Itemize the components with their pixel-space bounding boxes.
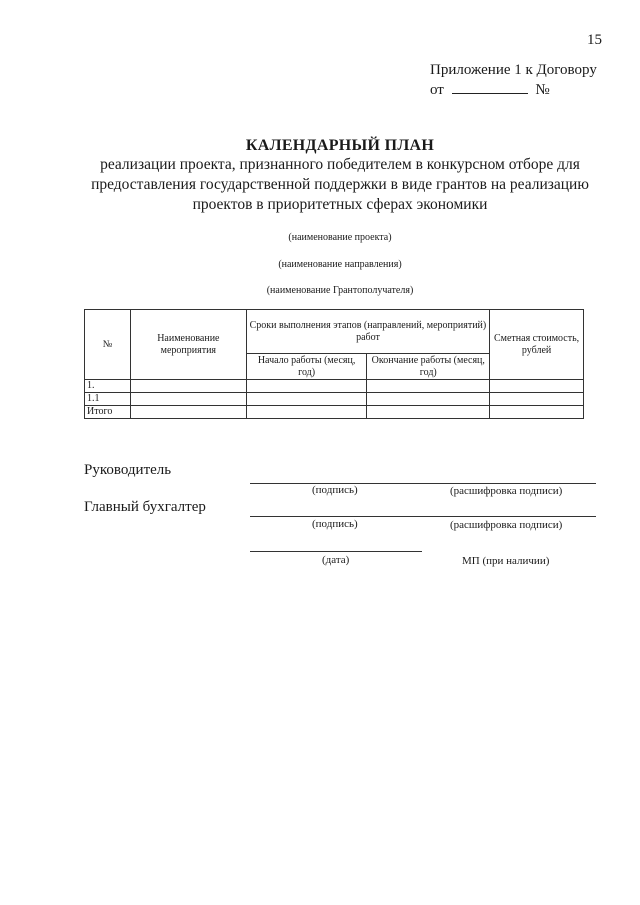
project-name-caption: (наименование проекта) xyxy=(288,232,392,243)
header-cost: Сметная стоимость, рублей xyxy=(490,310,584,380)
header-start: Начало работы (месяц, год) xyxy=(246,354,367,380)
direction-name-caption: (наименование направления) xyxy=(278,259,402,270)
document-subtitle: реализации проекта, признанного победителем в конкурсном отборе для предоставления государственной поддержки в виде грантов на реализацию проектов в приоритетных сферах экономики xyxy=(91,156,589,213)
date-blank xyxy=(452,81,528,94)
date-caption: (дата) xyxy=(322,554,350,566)
row-num: 1. xyxy=(85,380,131,393)
head-decoding-caption: (расшифровка подписи) xyxy=(450,485,563,497)
calendar-plan-table xyxy=(84,309,584,419)
contract-date-line xyxy=(430,80,597,100)
header-end: Окончание работы (месяц, год) xyxy=(367,354,490,380)
head-signature-caption: (подпись) xyxy=(312,484,358,496)
appendix-reference xyxy=(430,60,597,100)
stamp-caption: МП (при наличии) xyxy=(462,555,550,567)
header-event-name: Наименование мероприятия xyxy=(130,310,246,380)
accountant-decoding-caption: (расшифровка подписи) xyxy=(450,519,563,531)
header-num: № xyxy=(85,310,131,380)
head-signature-line xyxy=(250,483,596,484)
accountant-signature-caption: (подпись) xyxy=(312,518,358,530)
grantee-name-caption: (наименование Грантополучателя) xyxy=(266,285,414,296)
accountant-signature-line xyxy=(250,516,596,517)
document-title: КАЛЕНДАРНЫЙ ПЛАН xyxy=(245,137,435,154)
appendix-title: Приложение 1 к Договору xyxy=(430,62,597,78)
table-row-total xyxy=(85,406,584,419)
row-num: 1.1 xyxy=(85,393,131,406)
table-row xyxy=(85,393,584,406)
head-label: Руководитель xyxy=(84,462,172,478)
from-label: от xyxy=(430,82,444,98)
number-label: № xyxy=(535,82,550,98)
accountant-label: Главный бухгалтер xyxy=(84,499,206,515)
row-total-label: Итого xyxy=(85,406,131,419)
page-number: 15 xyxy=(587,32,602,48)
date-line xyxy=(250,551,422,552)
header-terms: Сроки выполнения этапов (направлений, мероприятий) работ xyxy=(246,310,489,354)
table-row xyxy=(85,380,584,393)
